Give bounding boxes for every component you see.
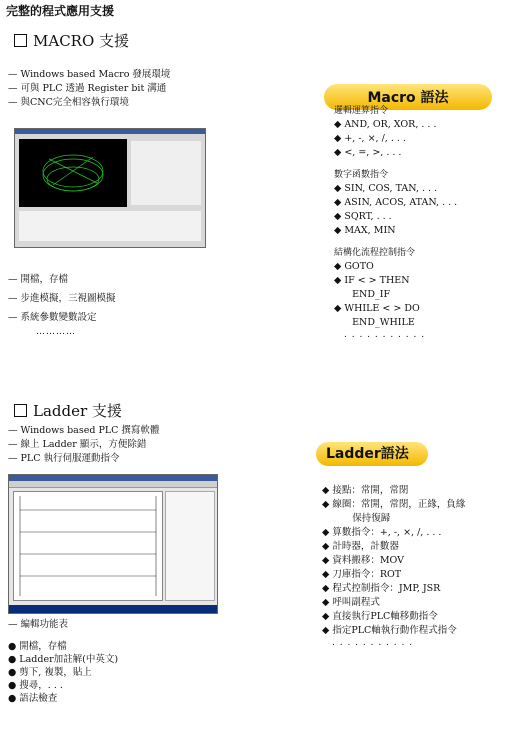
ladder-syntax-badge: Ladder語法	[316, 442, 428, 466]
ladder-feature: ● 搜尋，. . .	[8, 680, 63, 691]
syntax-item: ◆ 計時器，計數器	[322, 541, 399, 552]
macro-heading	[14, 30, 129, 51]
syntax-item: ◆ <, =, >, . . .	[334, 147, 402, 158]
macro-syntax-more: . . . . . . . . . . .	[344, 330, 426, 340]
syntax-item: ◆ 資料搬移：MOV	[322, 555, 405, 566]
ladder-syntax-more: . . . . . . . . . . .	[332, 638, 414, 648]
syntax-item: ◆ SQRT, . . .	[334, 211, 392, 222]
macro-syntax-list	[334, 96, 526, 340]
macro-more: …………	[36, 327, 76, 337]
group-title: 數字函數指令	[334, 170, 389, 180]
group-title: 結構化流程控制指令	[334, 248, 416, 258]
syntax-item: ◆ AND, OR, XOR, . . .	[334, 119, 437, 130]
syntax-item: ◆ 直接執行PLC軸移動指令	[322, 611, 438, 622]
syntax-item: END_WHILE	[334, 317, 415, 328]
macro-syntax-badge: Macro 語法	[324, 84, 492, 110]
checkbox-icon	[14, 404, 27, 417]
syntax-item: ◆ MAX, MIN	[334, 225, 396, 236]
syntax-item: ◆ GOTO	[334, 261, 374, 272]
ladder-heading	[14, 400, 122, 421]
page-title: 完整的程式應用支援	[6, 4, 115, 18]
macro-line: — 可與 PLC 透過 Register bit 溝通	[8, 83, 167, 94]
macro-line: — 與CNC完全相容執行環境	[8, 97, 129, 108]
ladder-feature: ● 剪下, 複製，貼上	[8, 667, 92, 678]
syntax-item: ◆ ASIN, ACOS, ATAN, . . .	[334, 197, 458, 208]
side-panel	[165, 491, 215, 601]
ladder-canvas	[13, 491, 163, 601]
syntax-item: ◆ 指定PLC軸執行動作程式指令	[322, 625, 457, 636]
ladder-line: — Windows based PLC 撰寫軟體	[8, 425, 160, 436]
macro-feature: — 系統參數變數設定	[8, 312, 97, 323]
ladder-lines	[8, 424, 159, 466]
variable-table	[19, 211, 201, 241]
ladder-feature: ● 語法檢查	[8, 693, 58, 704]
checkbox-icon	[14, 34, 27, 47]
ladder-features-title: — 編輯功能表	[8, 619, 69, 630]
ladder-syntax-list	[322, 484, 528, 648]
macro-feature: — 開檔，存檔	[8, 274, 69, 285]
simulation-view	[19, 139, 127, 207]
syntax-item: ◆ 程式控制指令：JMP, JSR	[322, 583, 441, 594]
window-titlebar	[15, 129, 205, 134]
macro-feature: — 步進模擬，三視圖模擬	[8, 293, 116, 304]
syntax-item: ◆ 線圈：常開，常閉，正緣，負緣	[322, 499, 466, 510]
syntax-item: ◆ +, -, ×, /, . . .	[334, 133, 406, 144]
syntax-item: ◆ 刀庫指令：ROT	[322, 569, 402, 580]
toolpath-icon	[19, 139, 127, 207]
syntax-item: ◆ 算數指令：+, -, ×, /, . . .	[322, 527, 442, 538]
macro-lines	[8, 68, 170, 110]
syntax-item: ◆ 呼叫副程式	[322, 597, 380, 608]
ladder-editor-screenshot	[8, 474, 218, 614]
macro-editor-screenshot	[14, 128, 206, 248]
syntax-item: ◆ 接點：常開，常閉	[322, 485, 409, 496]
syntax-item: ◆ WHILE < > DO	[334, 303, 420, 314]
ladder-feature: ● Ladder加註解(中英文)	[8, 654, 119, 665]
macro-features	[8, 270, 116, 337]
ladder-diagram-icon	[14, 492, 162, 600]
ladder-line: — PLC 執行伺服運動指令	[8, 453, 120, 464]
syntax-item: END_IF	[334, 289, 391, 300]
syntax-item: ◆ SIN, COS, TAN, . . .	[334, 183, 438, 194]
window-toolbar	[9, 481, 217, 488]
ladder-features	[8, 618, 118, 705]
macro-line: — Windows based Macro 發展環境	[8, 69, 171, 80]
ladder-feature: ● 開檔，存檔	[8, 641, 67, 652]
syntax-item: ◆ IF < > THEN	[334, 275, 410, 286]
taskbar	[9, 605, 217, 613]
macro-heading-text: MACRO 支援	[33, 32, 130, 50]
ladder-line: — 線上 Ladder 顯示，方便除錯	[8, 439, 147, 450]
parameter-panel	[131, 141, 201, 205]
syntax-item: 保持復歸	[322, 513, 391, 524]
group-title: 邏輯運算指令	[334, 106, 389, 116]
ladder-heading-text: Ladder 支援	[33, 402, 122, 420]
